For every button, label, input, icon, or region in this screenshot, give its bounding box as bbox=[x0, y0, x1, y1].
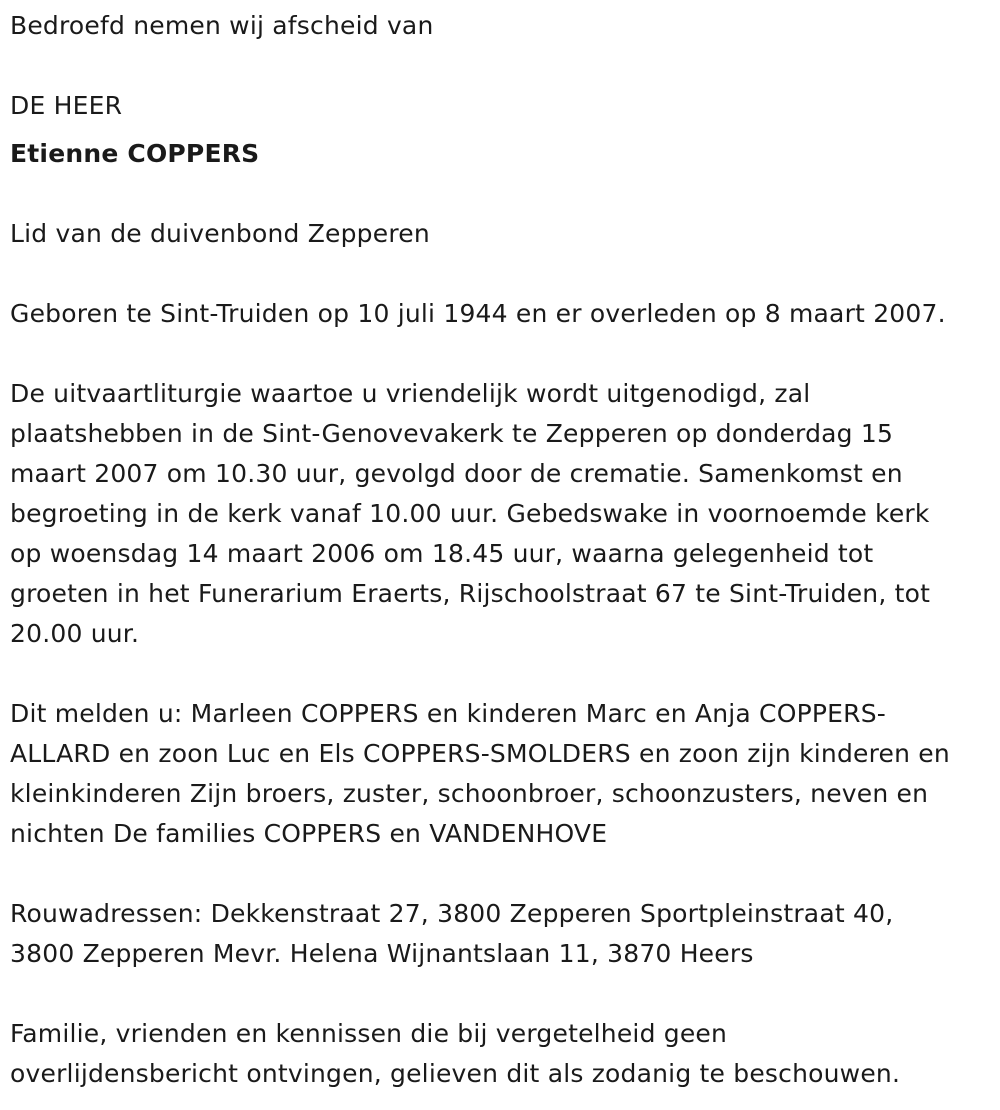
family-line: ALLARD en zoon Luc en Els COPPERS-SMOLDERS en zoon zijn kinderen en bbox=[10, 739, 950, 768]
family-line: nichten De families COPPERS en VANDENHOVE bbox=[10, 819, 608, 848]
closing-line: Familie, vrienden en kennissen die bij vergetelheid geen bbox=[10, 1019, 728, 1048]
intro-line: Bedroefd nemen wij afscheid van bbox=[10, 11, 434, 40]
ceremony-line: begroeting in de kerk vanaf 10.00 uur. Gebedswake in voornoemde kerk bbox=[10, 499, 930, 528]
ceremony-line: De uitvaartliturgie waartoe u vriendelijk wordt uitgenodigd, zal bbox=[10, 379, 811, 408]
closing-line: overlijdensbericht ontvingen, gelieven dit als zodanig te beschouwen. bbox=[10, 1059, 901, 1088]
address-line: Rouwadressen: Dekkenstraat 27, 3800 Zepperen Sportpleinstraat 40, bbox=[10, 899, 894, 928]
honorific: DE HEER bbox=[10, 91, 123, 120]
family-line: kleinkinderen Zijn broers, zuster, schoonbroer, schoonzusters, neven en bbox=[10, 779, 929, 808]
ceremony-line: maart 2007 om 10.30 uur, gevolgd door de crematie. Samenkomst en bbox=[10, 459, 903, 488]
family-line: Dit melden u: Marleen COPPERS en kinderen Marc en Anja COPPERS- bbox=[10, 699, 886, 728]
ceremony-line: 20.00 uur. bbox=[10, 619, 140, 648]
deceased-name: Etienne COPPERS bbox=[10, 139, 260, 168]
address-line: 3800 Zepperen Mevr. Helena Wijnantslaan 11, 3870 Heers bbox=[10, 939, 754, 968]
ceremony-line: op woensdag 14 maart 2006 om 18.45 uur, waarna gelegenheid tot bbox=[10, 539, 874, 568]
birth-death-line: Geboren te Sint-Truiden op 10 juli 1944 en er overleden op 8 maart 2007. bbox=[10, 299, 946, 328]
ceremony-line: groeten in het Funerarium Eraerts, Rijschoolstraat 67 te Sint-Truiden, tot bbox=[10, 579, 931, 608]
membership-line: Lid van de duivenbond Zepperen bbox=[10, 219, 430, 248]
ceremony-line: plaatshebben in de Sint-Genovevakerk te Zepperen op donderdag 15 bbox=[10, 419, 894, 448]
